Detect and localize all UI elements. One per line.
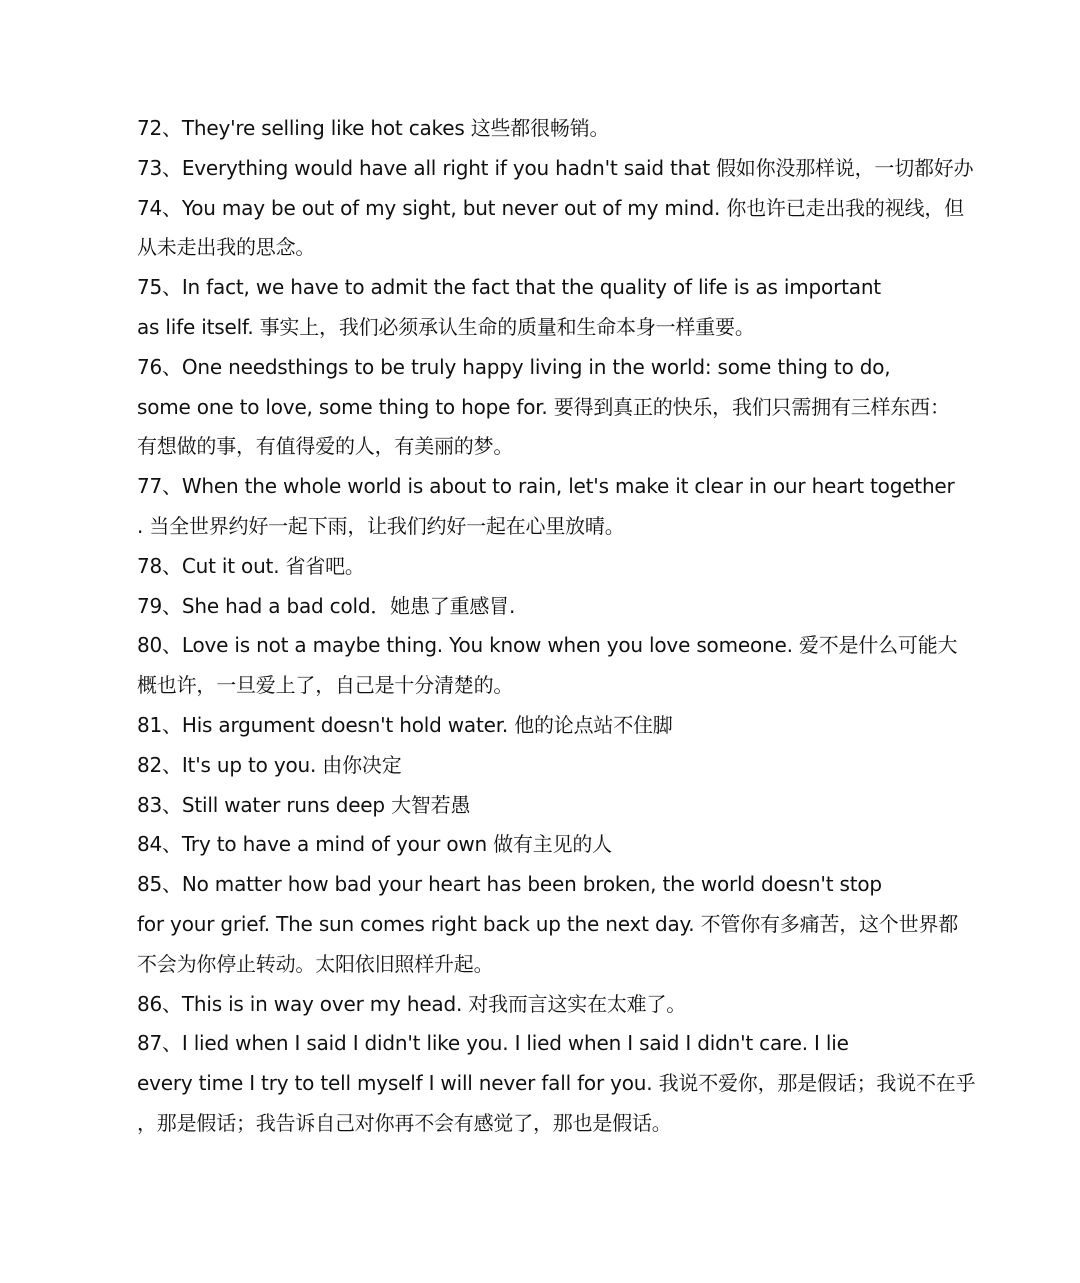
text-line-74-cont: 从未走出我的思念。 (137, 235, 316, 260)
text-line-85-cont: for your grief. The sun comes right back up the next day. 不管你有多痛苦，这个世界都 (137, 911, 959, 936)
text-line-76: 76、One needsthings to be truly happy living in the world: some thing to do, (137, 354, 891, 379)
text-line-82: 82、It's up to you. 由你决定 (137, 752, 402, 777)
text-line-77-cont: . 当全世界约好一起下雨，让我们约好一起在心里放晴。 (137, 513, 625, 538)
text-line-85: 85、No matter how bad your heart has been broken, the world doesn't stop (137, 872, 882, 897)
text-line-78: 78、Cut it out. 省省吧。 (137, 553, 365, 578)
text-line-81: 81、His argument doesn't hold water. 他的论点站不住脚 (137, 712, 673, 737)
document-body (137, 109, 997, 1144)
text-line-83: 83、Still water runs deep 大智若愚 (137, 792, 471, 817)
text-line-76-cont: some one to love, some thing to hope for. 要得到真正的快乐，我们只需拥有三样东西： (137, 394, 950, 419)
text-line-74: 74、You may be out of my sight, but never out of my mind. 你也许已走出我的视线，但 (137, 195, 964, 220)
text-line-87: 87、I lied when I said I didn't like you. I lied when I said I didn't care. I lie (137, 1031, 849, 1056)
text-line-77: 77、When the whole world is about to rain, let's make it clear in our heart together (137, 474, 955, 499)
text-line-84: 84、Try to have a mind of your own 做有主见的人 (137, 832, 612, 857)
text-line-73: 73、Everything would have all right if you hadn't said that 假如你没那样说，一切都好办 (137, 155, 974, 180)
text-line-87-cont: every time I try to tell myself I will never fall for you. 我说不爱你，那是假话；我说不在乎 (137, 1071, 976, 1096)
text-line-85-cont2: 不会为你停止转动。太阳依旧照样升起。 (137, 951, 494, 976)
text-line-76-cont2: 有想做的事，有值得爱的人，有美丽的梦。 (137, 434, 514, 459)
text-line-80: 80、Love is not a maybe thing. You know when you love someone. 爱不是什么可能大 (137, 633, 958, 658)
text-line-75-cont: as life itself. 事实上，我们必须承认生命的质量和生命本身一样重要。 (137, 314, 755, 339)
text-line-87-cont2: ，那是假话；我告诉自己对你再不会有感觉了，那也是假话。 (137, 1110, 672, 1135)
text-line-79: 79、She had a bad cold．她患了重感冒. (137, 593, 516, 618)
text-line-72: 72、They're selling like hot cakes 这些都很畅销。 (137, 116, 610, 140)
text-line-80-cont: 概也许，一旦爱上了，自己是十分清楚的。 (137, 673, 514, 698)
text-line-75: 75、In fact, we have to admit the fact that the quality of life is as important (137, 275, 881, 300)
text-line-86: 86、This is in way over my head. 对我而言这实在太难了。 (137, 991, 687, 1016)
